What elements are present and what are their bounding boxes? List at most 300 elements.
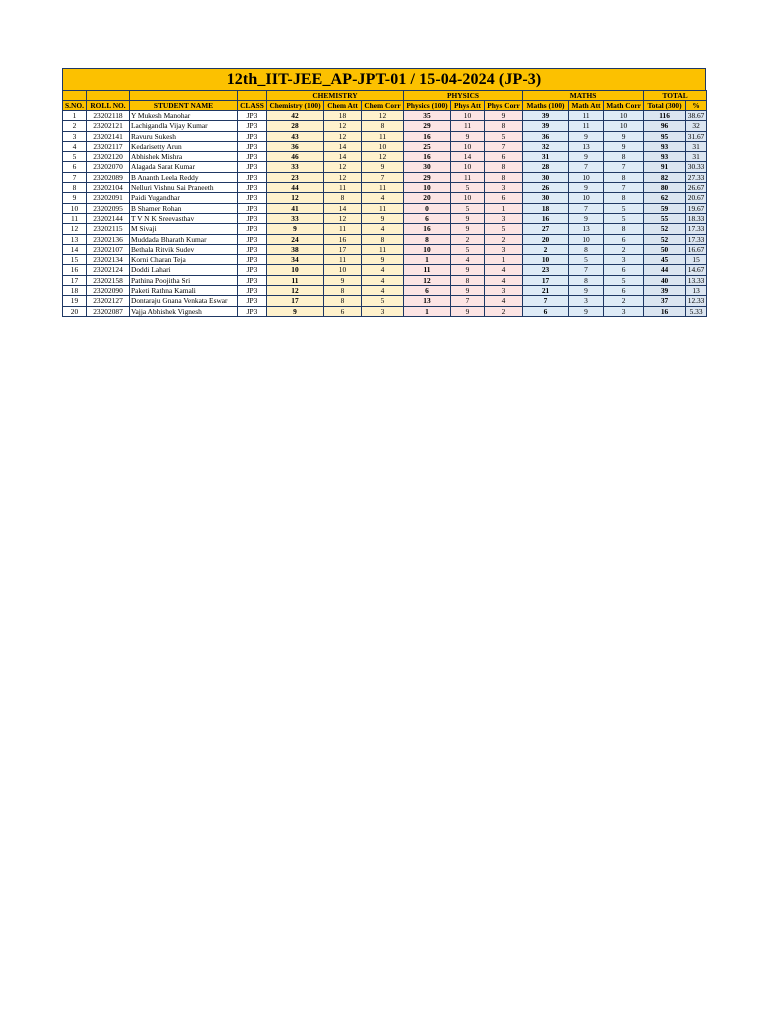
cell-percent: 31.67	[686, 131, 707, 141]
cell-chem-att: 8	[324, 286, 362, 296]
cell-class: JP3	[238, 152, 267, 162]
cell-phys-total: 29	[404, 172, 451, 182]
table-row	[63, 203, 707, 213]
cell-roll: 23202158	[87, 275, 130, 285]
cell-total: 96	[644, 121, 686, 131]
cell-phys-total: 8	[404, 234, 451, 244]
cell-phys-total: 0	[404, 203, 451, 213]
cell-roll: 23202107	[87, 244, 130, 254]
cell-math-att: 9	[569, 152, 604, 162]
cell-math-total: 32	[523, 141, 569, 151]
cell-phys-corr: 2	[485, 306, 523, 316]
table-row	[63, 121, 707, 131]
cell-math-att: 3	[569, 296, 604, 306]
cell-math-corr: 9	[604, 131, 644, 141]
table-row	[63, 183, 707, 193]
cell-class: JP3	[238, 265, 267, 275]
cell-roll: 23202118	[87, 111, 130, 121]
cell-phys-att: 11	[451, 172, 485, 182]
cell-class: JP3	[238, 172, 267, 182]
cell-phys-att: 14	[451, 152, 485, 162]
cell-phys-att: 5	[451, 203, 485, 213]
cell-class: JP3	[238, 255, 267, 265]
cell-chem-total: 42	[267, 111, 324, 121]
cell-math-total: 17	[523, 275, 569, 285]
cell-class: JP3	[238, 213, 267, 223]
cell-name: Abhishek Mishra	[130, 152, 238, 162]
cell-math-total: 23	[523, 265, 569, 275]
cell-math-att: 9	[569, 286, 604, 296]
header-chem-att: Chem Att	[324, 101, 362, 111]
table-row	[63, 224, 707, 234]
cell-total: 62	[644, 193, 686, 203]
cell-roll: 23202144	[87, 213, 130, 223]
cell-roll: 23202136	[87, 234, 130, 244]
cell-percent: 31	[686, 141, 707, 151]
cell-chem-total: 12	[267, 193, 324, 203]
cell-chem-corr: 4	[362, 265, 404, 275]
cell-percent: 31	[686, 152, 707, 162]
cell-math-corr: 5	[604, 275, 644, 285]
cell-chem-total: 23	[267, 172, 324, 182]
cell-percent: 16.67	[686, 244, 707, 254]
cell-phys-att: 10	[451, 162, 485, 172]
cell-sno: 7	[63, 172, 87, 182]
cell-phys-total: 25	[404, 141, 451, 151]
cell-chem-att: 12	[324, 213, 362, 223]
cell-chem-corr: 8	[362, 121, 404, 131]
cell-sno: 10	[63, 203, 87, 213]
cell-math-total: 10	[523, 255, 569, 265]
cell-sno: 1	[63, 111, 87, 121]
cell-math-total: 26	[523, 183, 569, 193]
cell-name: Vajja Abhishek Vignesh	[130, 306, 238, 316]
cell-phys-att: 10	[451, 111, 485, 121]
cell-math-corr: 6	[604, 234, 644, 244]
cell-math-corr: 2	[604, 296, 644, 306]
cell-total: 91	[644, 162, 686, 172]
cell-chem-att: 16	[324, 234, 362, 244]
cell-math-corr: 10	[604, 121, 644, 131]
cell-percent: 17.33	[686, 234, 707, 244]
cell-chem-total: 17	[267, 296, 324, 306]
cell-chem-att: 18	[324, 111, 362, 121]
cell-total: 95	[644, 131, 686, 141]
cell-phys-total: 35	[404, 111, 451, 121]
cell-math-corr: 3	[604, 255, 644, 265]
cell-math-total: 39	[523, 111, 569, 121]
cell-phys-corr: 9	[485, 111, 523, 121]
cell-name: T V N K Sreevasthav	[130, 213, 238, 223]
cell-math-total: 2	[523, 244, 569, 254]
cell-math-total: 39	[523, 121, 569, 131]
cell-percent: 13.33	[686, 275, 707, 285]
group-total: TOTAL	[644, 91, 707, 101]
cell-class: JP3	[238, 296, 267, 306]
cell-sno: 9	[63, 193, 87, 203]
cell-phys-att: 8	[451, 275, 485, 285]
cell-class: JP3	[238, 141, 267, 151]
cell-percent: 13	[686, 286, 707, 296]
cell-phys-att: 10	[451, 141, 485, 151]
cell-chem-att: 14	[324, 141, 362, 151]
cell-phys-corr: 4	[485, 296, 523, 306]
cell-math-total: 6	[523, 306, 569, 316]
group-chemistry: CHEMISTRY	[267, 91, 404, 101]
header-name: STUDENT NAME	[130, 101, 238, 111]
cell-math-att: 7	[569, 265, 604, 275]
cell-phys-total: 6	[404, 286, 451, 296]
cell-phys-att: 9	[451, 306, 485, 316]
cell-percent: 30.33	[686, 162, 707, 172]
cell-name: Doddi Lahari	[130, 265, 238, 275]
cell-class: JP3	[238, 203, 267, 213]
cell-math-total: 28	[523, 162, 569, 172]
cell-roll: 23202141	[87, 131, 130, 141]
blank-header	[63, 91, 87, 101]
cell-percent: 27.33	[686, 172, 707, 182]
cell-chem-total: 41	[267, 203, 324, 213]
cell-math-corr: 9	[604, 141, 644, 151]
cell-math-corr: 5	[604, 203, 644, 213]
cell-phys-total: 29	[404, 121, 451, 131]
cell-math-att: 8	[569, 275, 604, 285]
cell-phys-total: 16	[404, 131, 451, 141]
cell-class: JP3	[238, 224, 267, 234]
header-math-total: Maths (100)	[523, 101, 569, 111]
header-chem-total: Chemistry (100)	[267, 101, 324, 111]
cell-class: JP3	[238, 162, 267, 172]
cell-chem-att: 14	[324, 152, 362, 162]
cell-roll: 23202127	[87, 296, 130, 306]
sheet-title: 12th_IIT-JEE_AP-JPT-01 / 15-04-2024 (JP-3)	[62, 68, 706, 90]
cell-chem-att: 8	[324, 296, 362, 306]
cell-chem-att: 11	[324, 255, 362, 265]
cell-percent: 15	[686, 255, 707, 265]
header-percent: %	[686, 101, 707, 111]
cell-chem-corr: 9	[362, 213, 404, 223]
cell-math-att: 9	[569, 183, 604, 193]
cell-total: 93	[644, 141, 686, 151]
cell-chem-total: 12	[267, 286, 324, 296]
cell-chem-total: 28	[267, 121, 324, 131]
table-row	[63, 265, 707, 275]
cell-phys-corr: 5	[485, 224, 523, 234]
cell-roll: 23202124	[87, 265, 130, 275]
cell-chem-corr: 11	[362, 183, 404, 193]
cell-name: Dontaraju Gnana Venkata Eswar	[130, 296, 238, 306]
cell-name: B Shamer Rohan	[130, 203, 238, 213]
cell-sno: 19	[63, 296, 87, 306]
cell-phys-total: 16	[404, 224, 451, 234]
cell-chem-corr: 4	[362, 224, 404, 234]
cell-phys-corr: 3	[485, 286, 523, 296]
cell-name: M Sivaji	[130, 224, 238, 234]
cell-phys-total: 16	[404, 152, 451, 162]
cell-name: Pathina Poojitha Sri	[130, 275, 238, 285]
cell-phys-total: 1	[404, 255, 451, 265]
cell-math-corr: 10	[604, 111, 644, 121]
cell-sno: 4	[63, 141, 87, 151]
cell-chem-total: 24	[267, 234, 324, 244]
cell-name: Lachigandla Vijay Kumar	[130, 121, 238, 131]
cell-phys-corr: 6	[485, 193, 523, 203]
cell-phys-total: 20	[404, 193, 451, 203]
cell-sno: 14	[63, 244, 87, 254]
cell-chem-att: 9	[324, 275, 362, 285]
cell-math-total: 36	[523, 131, 569, 141]
cell-phys-att: 9	[451, 265, 485, 275]
cell-phys-corr: 8	[485, 162, 523, 172]
cell-name: Y Mukesh Manohar	[130, 111, 238, 121]
cell-sno: 17	[63, 275, 87, 285]
cell-percent: 12.33	[686, 296, 707, 306]
cell-chem-corr: 5	[362, 296, 404, 306]
cell-class: JP3	[238, 244, 267, 254]
cell-name: Paketi Rathna Kamali	[130, 286, 238, 296]
cell-percent: 26.67	[686, 183, 707, 193]
cell-phys-att: 7	[451, 296, 485, 306]
results-sheet	[62, 68, 706, 317]
cell-chem-total: 9	[267, 224, 324, 234]
cell-total: 44	[644, 265, 686, 275]
cell-phys-corr: 3	[485, 213, 523, 223]
cell-sno: 15	[63, 255, 87, 265]
cell-total: 39	[644, 286, 686, 296]
table-row	[63, 162, 707, 172]
cell-phys-att: 9	[451, 213, 485, 223]
cell-math-att: 7	[569, 162, 604, 172]
cell-roll: 23202117	[87, 141, 130, 151]
cell-chem-corr: 11	[362, 203, 404, 213]
cell-math-corr: 8	[604, 152, 644, 162]
cell-math-total: 16	[523, 213, 569, 223]
table-row	[63, 131, 707, 141]
cell-chem-total: 11	[267, 275, 324, 285]
cell-phys-corr: 3	[485, 244, 523, 254]
cell-roll: 23202091	[87, 193, 130, 203]
cell-name: Alagada Sarat Kumar	[130, 162, 238, 172]
cell-chem-total: 38	[267, 244, 324, 254]
header-phys-corr: Phys Corr	[485, 101, 523, 111]
cell-phys-total: 1	[404, 306, 451, 316]
cell-total: 16	[644, 306, 686, 316]
cell-chem-att: 17	[324, 244, 362, 254]
cell-sno: 8	[63, 183, 87, 193]
cell-chem-total: 43	[267, 131, 324, 141]
cell-percent: 18.33	[686, 213, 707, 223]
cell-chem-corr: 12	[362, 111, 404, 121]
cell-chem-corr: 11	[362, 244, 404, 254]
header-phys-total: Physics (100)	[404, 101, 451, 111]
cell-chem-att: 11	[324, 224, 362, 234]
table-row	[63, 286, 707, 296]
cell-phys-total: 6	[404, 213, 451, 223]
cell-phys-corr: 1	[485, 203, 523, 213]
cell-chem-total: 36	[267, 141, 324, 151]
cell-percent: 20.67	[686, 193, 707, 203]
cell-phys-corr: 2	[485, 234, 523, 244]
cell-total: 40	[644, 275, 686, 285]
table-row	[63, 244, 707, 254]
cell-math-att: 11	[569, 111, 604, 121]
table-row	[63, 296, 707, 306]
cell-phys-att: 9	[451, 286, 485, 296]
cell-total: 59	[644, 203, 686, 213]
header-math-att: Math Att	[569, 101, 604, 111]
cell-math-corr: 8	[604, 224, 644, 234]
header-total: Total (300)	[644, 101, 686, 111]
blank-header	[87, 91, 130, 101]
cell-total: 116	[644, 111, 686, 121]
header-chem-corr: Chem Corr	[362, 101, 404, 111]
cell-math-corr: 8	[604, 172, 644, 182]
cell-roll: 23202089	[87, 172, 130, 182]
cell-total: 50	[644, 244, 686, 254]
cell-math-att: 9	[569, 213, 604, 223]
cell-chem-att: 8	[324, 193, 362, 203]
cell-math-corr: 8	[604, 193, 644, 203]
cell-total: 80	[644, 183, 686, 193]
cell-roll: 23202115	[87, 224, 130, 234]
cell-name: Ravuru Sukesh	[130, 131, 238, 141]
table-row	[63, 306, 707, 316]
cell-math-total: 18	[523, 203, 569, 213]
header-roll: ROLL NO.	[87, 101, 130, 111]
header-class: CLASS	[238, 101, 267, 111]
table-row	[63, 193, 707, 203]
cell-total: 52	[644, 224, 686, 234]
cell-total: 52	[644, 234, 686, 244]
cell-roll: 23202087	[87, 306, 130, 316]
table-row	[63, 213, 707, 223]
cell-roll: 23202104	[87, 183, 130, 193]
cell-roll: 23202070	[87, 162, 130, 172]
cell-roll: 23202121	[87, 121, 130, 131]
cell-chem-corr: 12	[362, 152, 404, 162]
cell-phys-total: 12	[404, 275, 451, 285]
cell-chem-corr: 3	[362, 306, 404, 316]
cell-chem-total: 34	[267, 255, 324, 265]
cell-math-total: 30	[523, 193, 569, 203]
cell-chem-corr: 9	[362, 162, 404, 172]
cell-phys-att: 4	[451, 255, 485, 265]
cell-name: Korni Charan Teja	[130, 255, 238, 265]
cell-chem-corr: 8	[362, 234, 404, 244]
cell-math-corr: 2	[604, 244, 644, 254]
cell-math-att: 11	[569, 121, 604, 131]
cell-name: Paidi Yugandhar	[130, 193, 238, 203]
cell-percent: 19.67	[686, 203, 707, 213]
cell-phys-att: 9	[451, 224, 485, 234]
cell-total: 55	[644, 213, 686, 223]
cell-sno: 2	[63, 121, 87, 131]
cell-math-att: 9	[569, 131, 604, 141]
cell-sno: 6	[63, 162, 87, 172]
header-math-corr: Math Corr	[604, 101, 644, 111]
cell-phys-total: 10	[404, 183, 451, 193]
cell-class: JP3	[238, 111, 267, 121]
cell-math-att: 13	[569, 224, 604, 234]
cell-chem-att: 6	[324, 306, 362, 316]
table-row	[63, 152, 707, 162]
cell-math-total: 30	[523, 172, 569, 182]
cell-phys-total: 30	[404, 162, 451, 172]
cell-chem-total: 33	[267, 213, 324, 223]
cell-math-corr: 3	[604, 306, 644, 316]
cell-chem-corr: 4	[362, 275, 404, 285]
cell-phys-att: 11	[451, 121, 485, 131]
cell-chem-total: 9	[267, 306, 324, 316]
cell-name: Kedarisetty Arun	[130, 141, 238, 151]
cell-math-att: 9	[569, 306, 604, 316]
cell-phys-total: 11	[404, 265, 451, 275]
cell-math-total: 21	[523, 286, 569, 296]
cell-chem-total: 10	[267, 265, 324, 275]
cell-class: JP3	[238, 275, 267, 285]
table-row	[63, 255, 707, 265]
cell-percent: 5.33	[686, 306, 707, 316]
cell-math-total: 7	[523, 296, 569, 306]
cell-chem-total: 46	[267, 152, 324, 162]
blank-header	[238, 91, 267, 101]
cell-class: JP3	[238, 306, 267, 316]
results-body	[63, 111, 707, 317]
cell-chem-att: 12	[324, 121, 362, 131]
cell-math-att: 10	[569, 234, 604, 244]
cell-chem-att: 14	[324, 203, 362, 213]
cell-roll: 23202090	[87, 286, 130, 296]
cell-math-att: 10	[569, 172, 604, 182]
cell-phys-att: 10	[451, 193, 485, 203]
cell-class: JP3	[238, 121, 267, 131]
cell-math-corr: 7	[604, 162, 644, 172]
cell-chem-att: 10	[324, 265, 362, 275]
cell-class: JP3	[238, 286, 267, 296]
cell-chem-total: 44	[267, 183, 324, 193]
cell-phys-corr: 4	[485, 265, 523, 275]
cell-class: JP3	[238, 131, 267, 141]
cell-chem-att: 12	[324, 162, 362, 172]
header-phys-att: Phys Att	[451, 101, 485, 111]
cell-math-corr: 6	[604, 286, 644, 296]
cell-chem-corr: 7	[362, 172, 404, 182]
cell-sno: 3	[63, 131, 87, 141]
cell-phys-corr: 4	[485, 275, 523, 285]
cell-phys-total: 10	[404, 244, 451, 254]
cell-chem-corr: 9	[362, 255, 404, 265]
cell-phys-att: 5	[451, 244, 485, 254]
cell-name: Bethala Ritvik Sudev	[130, 244, 238, 254]
cell-class: JP3	[238, 234, 267, 244]
cell-sno: 11	[63, 213, 87, 223]
cell-sno: 16	[63, 265, 87, 275]
cell-roll: 23202120	[87, 152, 130, 162]
cell-percent: 38.67	[686, 111, 707, 121]
cell-phys-total: 13	[404, 296, 451, 306]
cell-chem-corr: 10	[362, 141, 404, 151]
table-row	[63, 141, 707, 151]
cell-phys-att: 5	[451, 183, 485, 193]
cell-total: 82	[644, 172, 686, 182]
cell-phys-corr: 8	[485, 121, 523, 131]
cell-math-total: 20	[523, 234, 569, 244]
cell-math-corr: 7	[604, 183, 644, 193]
cell-name: Muddada Bharath Kumar	[130, 234, 238, 244]
cell-sno: 12	[63, 224, 87, 234]
cell-percent: 17.33	[686, 224, 707, 234]
cell-total: 93	[644, 152, 686, 162]
